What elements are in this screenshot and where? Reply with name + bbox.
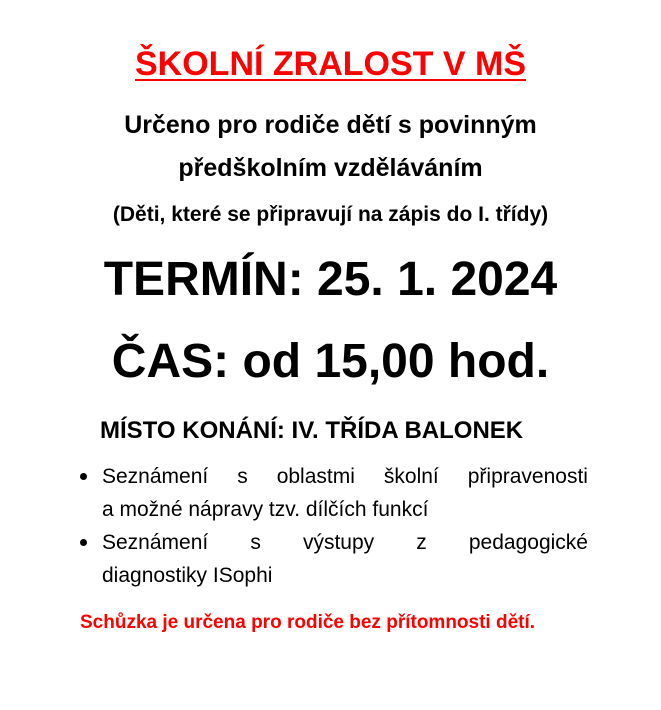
event-date: TERMÍN: 25. 1. 2024 <box>103 253 558 306</box>
agenda-item <box>72 460 588 526</box>
footer-notice: Schůzka je určena pro rodiče bez přítomnosti dětí. <box>80 612 536 633</box>
agenda-item-line-2: a možné nápravy tzv. dílčích funkcí <box>102 498 429 521</box>
audience-note: (Děti, které se připravují na zápis do I. třídy) <box>112 203 549 226</box>
event-time: ČAS: od 15,00 hod. <box>111 335 550 388</box>
event-location: MÍSTO KONÁNÍ: IV. TŘÍDA BALONEK <box>100 417 524 444</box>
audience-line-2: předškolním vzděláváním <box>178 154 483 182</box>
bullet-dot-icon <box>80 473 87 480</box>
agenda-list <box>72 460 588 592</box>
agenda-item <box>72 526 588 592</box>
agenda-item-line-2: diagnostiky ISophi <box>102 564 273 587</box>
bullet-dot-icon <box>80 539 87 546</box>
audience-line-1: Určeno pro rodiče dětí s povinným <box>124 111 537 139</box>
agenda-item-line-1: Seznámení s oblastmi školní připravenosti <box>102 465 588 488</box>
flyer-title: ŠKOLNÍ ZRALOST V MŠ <box>135 45 526 83</box>
agenda-item-line-1: Seznámení s výstupy z pedagogické <box>102 531 588 554</box>
